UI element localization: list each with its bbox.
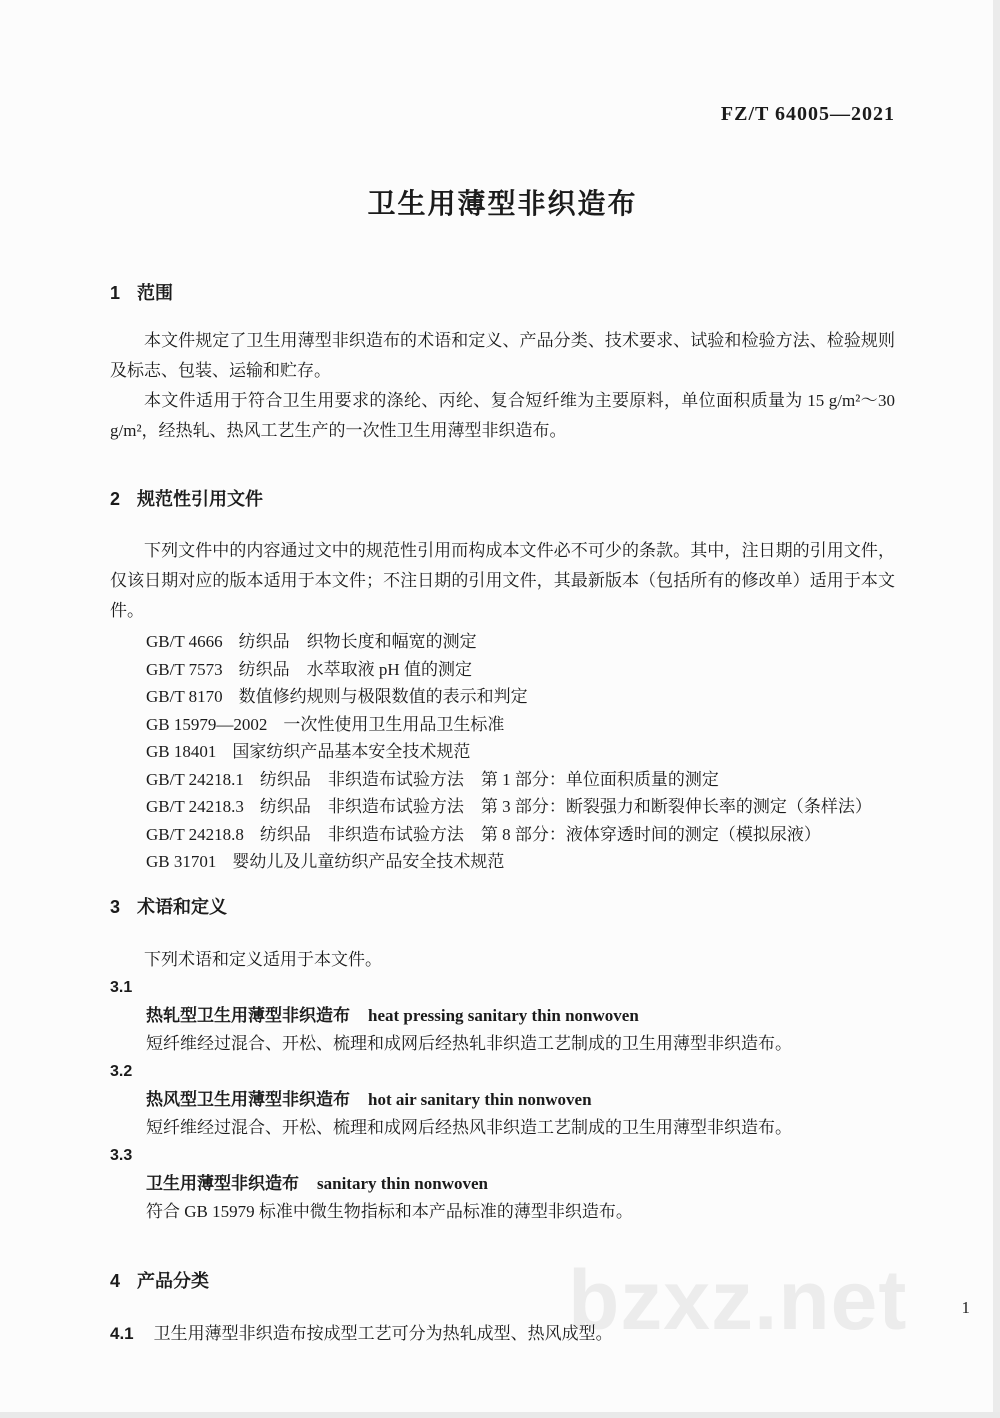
reference-code: GB/T 4666: [146, 632, 223, 651]
term-definition: 符合 GB 15979 标准中微生物指标和本产品标准的薄型非织造布。: [146, 1201, 633, 1221]
reference-item: [146, 711, 895, 739]
term-entry-3-2: [110, 1058, 895, 1142]
term-entry-3-1: [110, 974, 895, 1058]
right-edge-shadow: [993, 0, 1000, 1418]
section-3-heading: [110, 894, 895, 920]
section-2-intro: 下列文件中的内容通过文中的规范性引用而构成本文件必不可少的条款。其中，注日期的引用文件，仅该日期对应的版本适用于本文件；不注日期的引用文件，其最新版本（包括所有的修改单）适用于本文件。: [110, 541, 895, 620]
section-1-paragraph-1: 本文件规定了卫生用薄型非织造布的术语和定义、产品分类、技术要求、试验和检验方法、检验规则及标志、包装、运输和贮存。: [110, 331, 895, 380]
reference-list: [110, 628, 895, 876]
term-zh: 热轧型卫生用薄型非织造布: [146, 1005, 350, 1025]
section-1-heading: [110, 280, 895, 306]
reference-title: 纺织品 非织造布试验方法 第 1 部分：单位面积质量的测定: [259, 769, 719, 789]
watermark: bzxz.net: [568, 1253, 908, 1347]
section-4-heading: [110, 1268, 895, 1294]
section-1-paragraph-2: 本文件适用于符合卫生用要求的涤纶、丙纶、复合短纤维为主要原料，单位面积质量为 15 g/m²～30 g/m²，经热轧、热风工艺生产的一次性卫生用薄型非织造布。: [110, 391, 895, 440]
section-3-number: 3: [110, 896, 121, 917]
reference-item: [146, 793, 895, 821]
reference-title: 数值修约规则与极限数值的表示和判定: [238, 687, 528, 706]
term-number: 3.2: [110, 1062, 133, 1080]
reference-title: 婴幼儿及儿童纺织产品安全技术规范: [232, 852, 505, 871]
term-title-line: [110, 1002, 895, 1030]
section-3-intro: 下列术语和定义适用于本文件。: [144, 949, 382, 969]
term-en: sanitary thin nonwoven: [317, 1173, 488, 1193]
reference-item: [146, 766, 895, 794]
reference-code: GB/T 24218.3: [146, 797, 244, 816]
clause-number: 4.1: [110, 1323, 134, 1343]
reference-title: 纺织品 非织造布试验方法 第 8 部分：液体穿透时间的测定（模拟尿液）: [259, 824, 821, 844]
reference-item: [146, 628, 895, 656]
section-3-title: 术语和定义: [137, 896, 228, 917]
reference-code: GB 18401: [146, 742, 217, 761]
term-title-line: [110, 1170, 895, 1198]
reference-title: 一次性使用卫生用品卫生标准: [283, 714, 505, 734]
section-2-heading: [110, 486, 895, 512]
reference-item: [146, 683, 895, 711]
term-entry-3-3: [110, 1142, 895, 1226]
reference-item: [146, 821, 895, 849]
clause-text: 卫生用薄型非织造布按成型工艺可分为热轧成型、热风成型。: [153, 1323, 613, 1343]
section-1-title: 范围: [137, 283, 174, 303]
reference-code: GB/T 24218.1: [146, 769, 244, 789]
section-4-title: 产品分类: [137, 1270, 210, 1291]
reference-item: [146, 656, 895, 684]
doc-number: FZ/T 64005—2021: [720, 103, 895, 125]
term-number: 3.1: [110, 978, 133, 996]
page-number: 1: [961, 1298, 970, 1317]
term-definition: 短纤维经过混合、开松、梳理和成网后经热轧非织造工艺制成的卫生用薄型非织造布。: [146, 1033, 792, 1053]
reference-code: GB 15979—2002: [146, 714, 268, 734]
section-2-number: 2: [110, 489, 121, 509]
reference-code: GB/T 8170: [146, 687, 223, 706]
clause-4-1: [110, 1320, 895, 1348]
term-title-line: [110, 1086, 895, 1114]
term-en: hot air sanitary thin nonwoven: [368, 1089, 592, 1109]
page-title: 卫生用薄型非织造布: [367, 188, 638, 219]
reference-title: 国家纺织产品基本安全技术规范: [232, 742, 471, 761]
term-definition: 短纤维经过混合、开松、梳理和成网后经热风非织造工艺制成的卫生用薄型非织造布。: [146, 1117, 792, 1137]
reference-item: [146, 738, 895, 766]
term-zh: 卫生用薄型非织造布: [146, 1173, 299, 1193]
reference-code: GB/T 24218.8: [146, 824, 244, 844]
reference-title: 纺织品 非织造布试验方法 第 3 部分：断裂强力和断裂伸长率的测定（条样法）: [259, 797, 872, 816]
bottom-edge-shadow: [0, 1412, 1000, 1418]
section-1-number: 1: [110, 283, 121, 303]
reference-title: 纺织品 织物长度和幅宽的测定: [238, 632, 477, 651]
reference-code: GB 31701: [146, 852, 217, 871]
reference-title: 纺织品 水萃取液 pH 值的测定: [238, 659, 472, 679]
reference-item: [146, 848, 895, 876]
term-zh: 热风型卫生用薄型非织造布: [146, 1089, 350, 1109]
term-en: heat pressing sanitary thin nonwoven: [368, 1005, 639, 1025]
section-2-title: 规范性引用文件: [137, 489, 264, 509]
reference-code: GB/T 7573: [146, 659, 223, 679]
section-4-number: 4: [110, 1270, 121, 1291]
term-number: 3.3: [110, 1146, 133, 1164]
